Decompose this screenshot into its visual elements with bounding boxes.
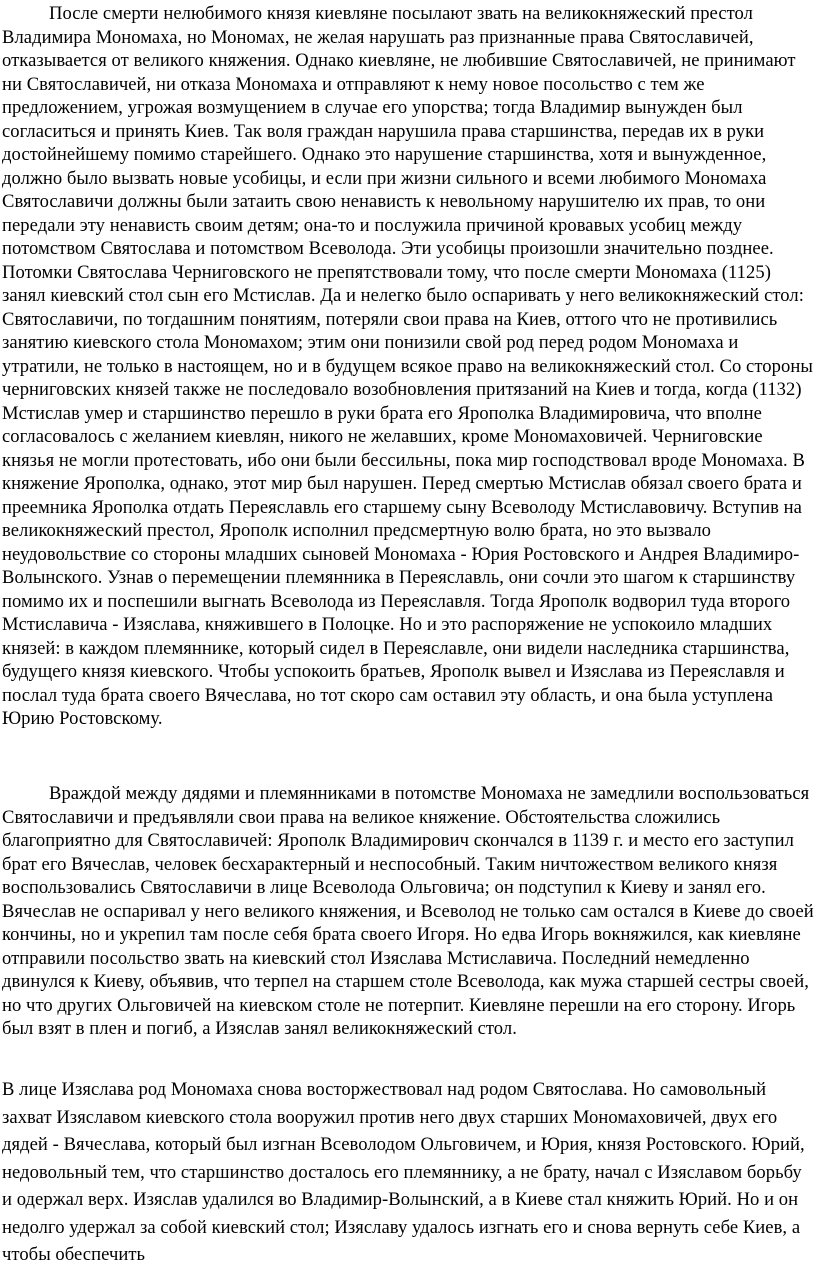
paragraph-2: Враждой между дядями и племянниками в потомстве Мономаха не замедлили воспользоваться Святославичи и предъявляли свои права на великое княжение. Обстоятельства сложились благоприятно для Святославичей: Ярополк Владимирович скончался в 1139 г. и место его заступил брат его Вячеслав, человек бесхарактерный и неспособный. Таким ничтожеством великого князя воспользовались Святославичи в лице Всеволода Ольговича; он подступил к Киеву и занял его. Вячеслав не оспаривал у него великого княжения, и Всеволод не только сам остался в Киеве до своей кончины, но и укрепил там после себя брата своего Игоря. Но едва Игорь вокняжился, как киевляне отправили посольство звать на киевский стол Изяслава Мстиславича. Последний немедленно двинулся к Киеву, объявив, что терпел на старшем столе Всеволода, как мужа старшей сестры своей, но что других Ольговичей на киевском столе не потерпит. Киевляне перешли на его сторону. Игорь был взят в плен и погиб, а Изяслав занял великокняжеский стол. xyxy=(2,783,814,1039)
paragraph-1: После смерти нелюбимого князя киевляне посылают звать на великокняжеский престол Владимира Мономаха, но Мономах, не желая нарушать раз признанные права Святославичей, отказывается от великого княжения. Однако киевляне, не любившие Святославичей, не принимают ни Святославичей, ни отказа Мономаха и отправляют к нему новое посольство с тем же предложением, угрожая возмущением в случае его упорства; тогда Владимир вынужден был согласиться и принять Киев. Так воля граждан нарушила права старшинства, передав их в руки достойнейшему помимо старейшего. Однако это нарушение старшинства, хотя и вынужденное, должно было вызвать новые усобицы, и если при жизни сильного и всеми любимого Мономаха Святославичи должны были затаить свою ненависть к невольному нарушителю их прав, то они передали эту ненависть своим детям; она-то и послужила причиной кровавых усобиц между потомством Святослава и потомством Всеволода. Эти усобицы произошли значительно позднее. Потомки Святослава Черниговского не препятствовали тому, что после смерти Мономаха (1125) занял киевский стол сын его Мстислав. Да и нелегко было оспаривать у него великокняжеский стол: Святославичи, по тогдашним понятиям, потеряли свои права на Киев, оттого что не противились занятию киевского стола Мономахом; этим они понизили свой род перед родом Мономаха и утратили, не только в настоящем, но и в будущем всякое право на великокняжеский стол. Со стороны черниговских князей также не последовало возобновления притязаний на Киев и тогда, когда (1132) Мстислав умер и старшинство перешло в руки брата его Ярополка Владимировича, что вполне согласовалось с желанием киевлян, никого не желавших, кроме Мономаховичей. Черниговские князья не могли протестовать, ибо они были бессильны, пока мир господствовал вроде Мономаха. В княжение Ярополка, однако, этот мир был нарушен. Перед смертью Мстислав обязал своего брата и преемника Ярополка отдать Переяславль его старшему сыну Всеволоду Мстиславовичу. Вступив на великокняжеский престол, Ярополк исполнил предсмертную волю брата, но это вызвало неудовольствие со стороны младших сыновей Мономаха - Юрия Ростовского и Андрея Владимиро-Волынского. Узнав о перемещении племянника в Переяславль, они сочли это шагом к старшинству помимо их и поспешили выгнать Всеволода из Переяславля. Тогда Ярополк водворил туда второго Мстиславича - Изяслава, княжившего в Полоцке. Но и это распоряжение не успокоило младших князей: в каждом племяннике, который сидел в Переяславле, они видели наследника старшинства, будущего князя киевского. Чтобы успокоить братьев, Ярополк вывел и Изяслава из Переяславля и послал туда брата своего Вячеслава, но тот скоро сам оставил эту область, и она была уступлена Юрию Ростовскому. xyxy=(2,3,813,729)
paragraph-3: В лице Изяслава род Мономаха снова восторжествовал над родом Святослава. Но самовольный захват Изяславом киевского стола вооружил против него двух старших Мономаховичей, двух его дядей - Вячеслава, который был изгнан Всеволодом Ольговичем, и Юрия, князя Ростовского. Юрий, недовольный тем, что старшинство досталось его племяннику, а не брату, начал с Изяславом борьбу и одержал верх. Изяслав удалился во Владимир-Волынский, а в Киеве стал княжить Юрий. Но и он недолго удержал за собой киевский стол; Изяславу удалось изгнать его и снова вернуть себе Киев, а чтобы обеспечить xyxy=(2,1079,805,1265)
